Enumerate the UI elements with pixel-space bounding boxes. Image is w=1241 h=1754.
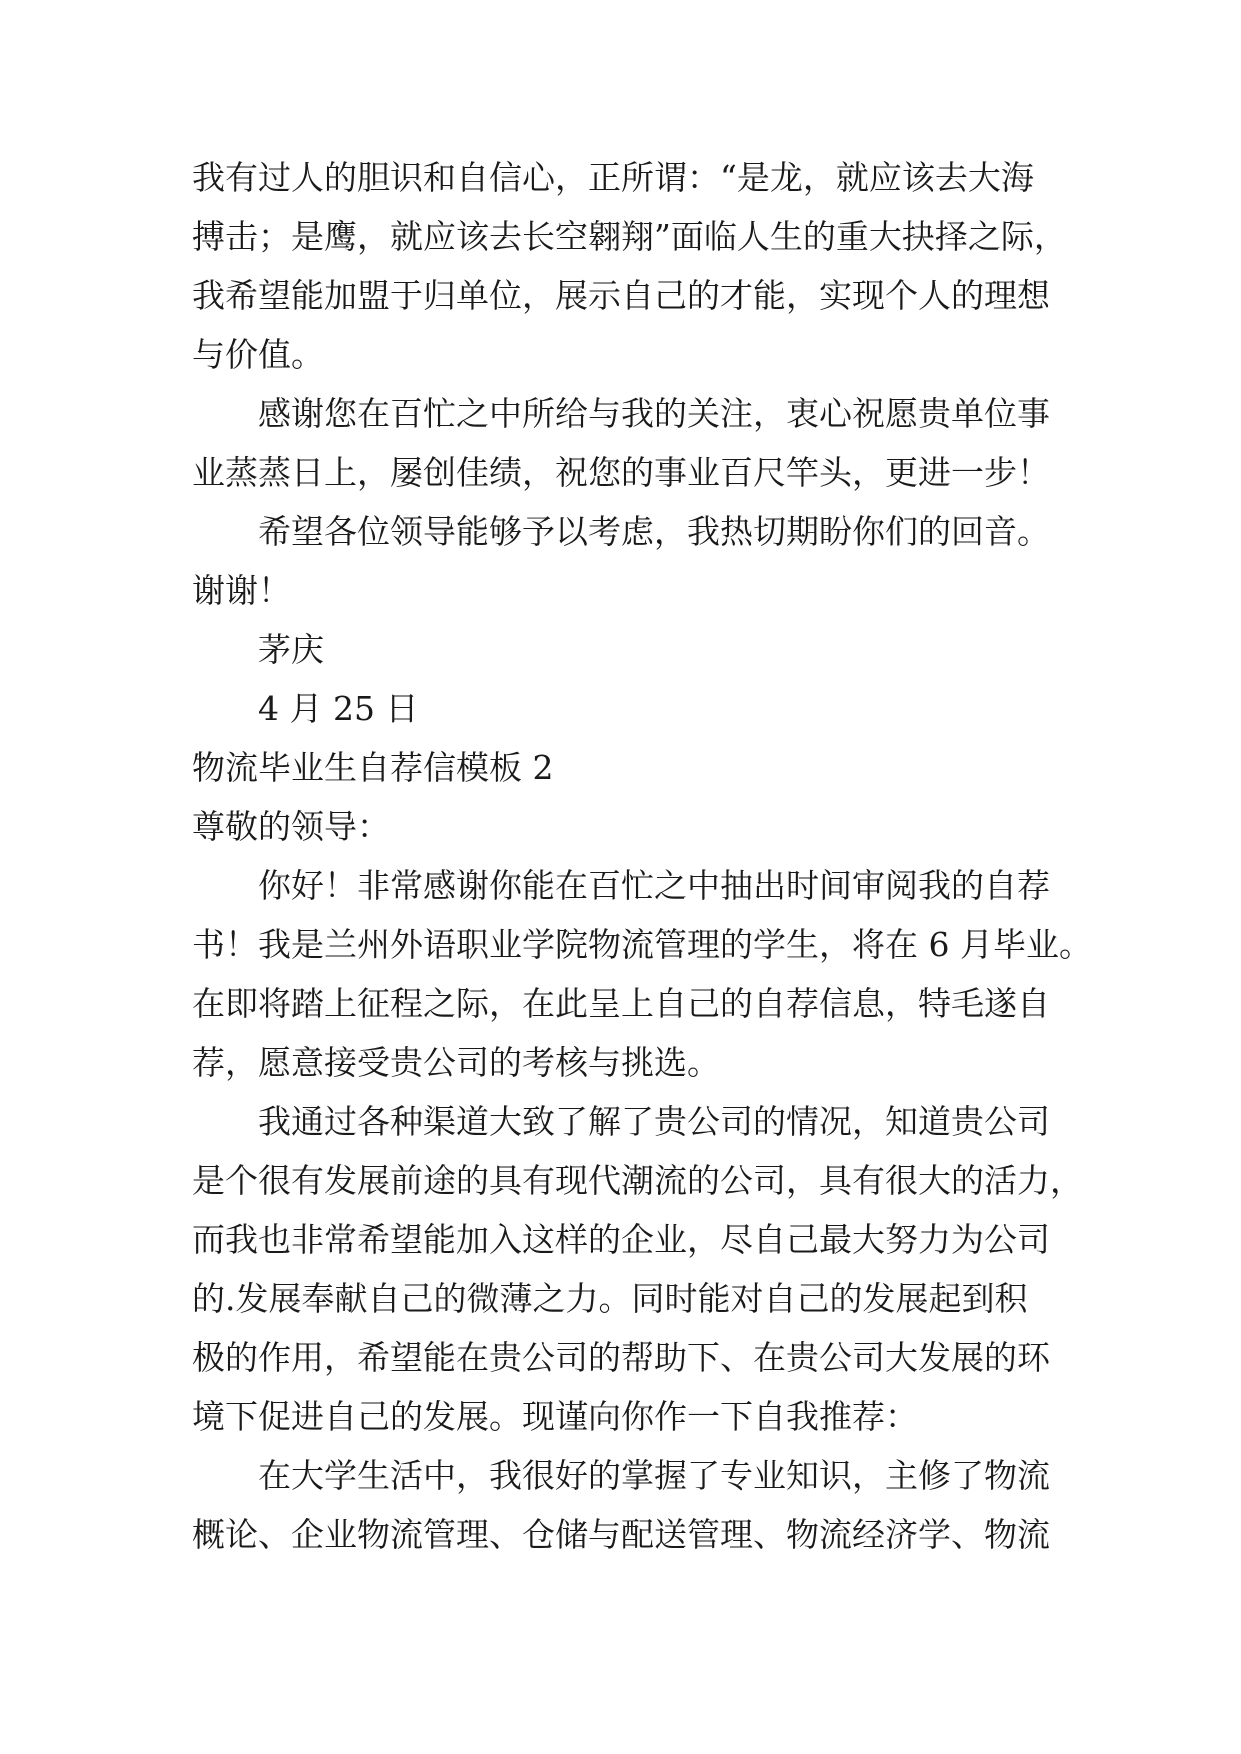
paragraph-line: 的.发展奉献自己的微薄之力。同时能对自己的发展起到积 xyxy=(192,1279,1028,1318)
paragraph-line: 概论、企业物流管理、仓储与配送管理、物流经济学、物流 xyxy=(192,1515,1050,1554)
paragraph-line: 是个很有发展前途的具有现代潮流的公司，具有很大的活力， xyxy=(192,1161,1083,1200)
paragraph-line: 在即将踏上征程之际，在此呈上自己的自荐信息，特毛遂自 xyxy=(192,984,1050,1023)
paragraph-line: 我通过各种渠道大致了解了贵公司的情况，知道贵公司 xyxy=(258,1102,1050,1141)
paragraph-line: 荐，愿意接受贵公司的考核与挑选。 xyxy=(192,1043,720,1082)
paragraph-line: 极的作用，希望能在贵公司的帮助下、在贵公司大发展的环 xyxy=(192,1338,1050,1377)
salutation: 尊敬的领导： xyxy=(192,807,390,846)
paragraph-line: 你好！非常感谢你能在百忙之中抽出时间审阅我的自荐 xyxy=(258,866,1050,905)
paragraph-line: 希望各位领导能够予以考虑，我热切期盼你们的回音。 xyxy=(258,512,1050,551)
paragraph-line: 境下促进自己的发展。现谨向你作一下自我推荐： xyxy=(192,1397,918,1436)
paragraph-line: 搏击；是鹰，就应该去长空翱翔”面临人生的重大抉择之际， xyxy=(192,217,1067,256)
paragraph-line: 谢谢！ xyxy=(192,571,291,610)
paragraph-line: 与价值。 xyxy=(192,335,324,374)
paragraph-line: 业蒸蒸日上，屡创佳绩，祝您的事业百尺竿头，更进一步！ xyxy=(192,453,1050,492)
paragraph-line: 而我也非常希望能加入这样的企业，尽自己最大努力为公司 xyxy=(192,1220,1050,1259)
paragraph-line: 书！我是兰州外语职业学院物流管理的学生，将在 6 月毕业。 xyxy=(192,925,1092,964)
signature-name: 茅庆 xyxy=(258,630,324,669)
section-title: 物流毕业生自荐信模板 2 xyxy=(192,748,554,787)
paragraph-line: 感谢您在百忙之中所给与我的关注，衷心祝愿贵单位事 xyxy=(258,394,1050,433)
paragraph-line: 我希望能加盟于归单位，展示自己的才能，实现个人的理想 xyxy=(192,276,1050,315)
paragraph-line: 在大学生活中，我很好的掌握了专业知识，主修了物流 xyxy=(258,1456,1050,1495)
signature-date: 4 月 25 日 xyxy=(258,689,419,728)
paragraph-line: 我有过人的胆识和自信心，正所谓：“是龙，就应该去大海 xyxy=(192,158,1034,197)
